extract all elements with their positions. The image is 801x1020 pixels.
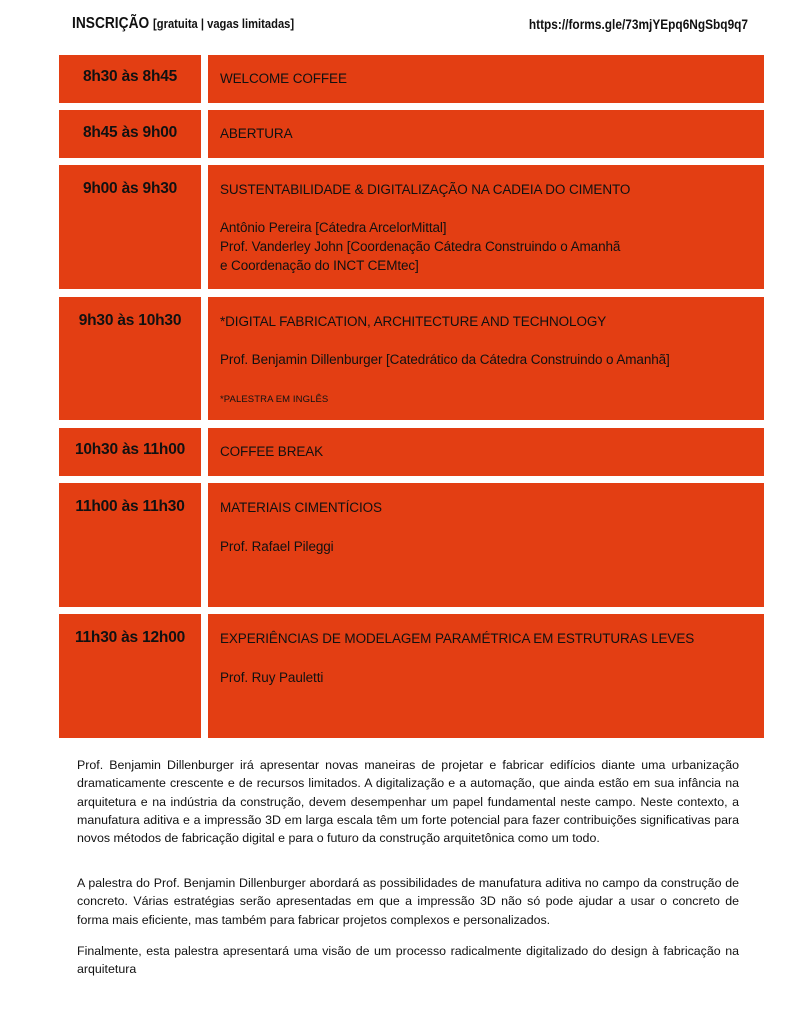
content-cell [208, 297, 764, 420]
time-cell [59, 483, 201, 607]
description-paragraph: Finalmente, esta palestra apresentará uma visão de um processo radicalmente digitalizado do design à fabricação na arquitetura [77, 944, 739, 977]
time-label: 8h30 às 8h45 [82, 68, 178, 85]
time-label: 9h30 às 10h30 [78, 312, 182, 329]
session-title: ABERTURA [220, 126, 293, 141]
time-cell [59, 55, 201, 103]
content-cell [208, 165, 764, 289]
session-title: EXPERIÊNCIAS DE MODELAGEM PARAMÉTRICA EM ESTRUTURAS LEVES [220, 631, 695, 646]
description-paragraph: Prof. Benjamin Dillenburger irá apresentar novas maneiras de projetar e fabricar edifícios diante uma urbanização dramaticamente crescente e de recursos limitados. A digitalização e a automação, que ainda estão em sua infância na arquitetura e na indústria da construção, devem desempenhar um papel fundamental neste campo. Neste contexto, a manufatura aditiva e a impressão 3D em larga escala têm um forte potencial para fazer contribuições significativas para novos métodos de fabricação digital e para o futuro da construção arquitetônica como um todo. [77, 758, 739, 846]
speaker-line: Prof. Rafael Pileggi [220, 539, 334, 554]
session-title: *DIGITAL FABRICATION, ARCHITECTURE AND TECHNOLOGY [220, 314, 607, 329]
description-paragraph: A palestra do Prof. Benjamin Dillenburger abordará as possibilidades de manufatura aditiva no campo da construção de concreto. Várias estratégias serão apresentadas em que a impressão 3D não só pode ajudar a usar o concreto de forma mais eficiente, mas também para fabricar projetos complexos e personalizados. [77, 876, 739, 927]
time-cell [59, 297, 201, 420]
session-note: *PALESTRA EM INGLÊS [220, 394, 329, 405]
schedule-row [59, 110, 764, 158]
schedule-row [59, 428, 764, 476]
content-cell [208, 55, 764, 103]
registration-link[interactable]: https://forms.gle/73mjYEpq6NgSbq9q7 [528, 17, 748, 32]
content-cell [208, 614, 764, 738]
speaker-line: e Coordenação do INCT CEMtec] [220, 258, 419, 273]
time-label: 10h30 às 11h00 [74, 441, 186, 458]
time-label: 9h00 às 9h30 [82, 180, 178, 197]
registration-header [72, 15, 748, 39]
schedule-row [59, 614, 764, 738]
content-cell [208, 483, 764, 607]
speaker-line: Prof. Ruy Pauletti [220, 670, 324, 685]
speaker-line: Prof. Benjamin Dillenburger [Catedrático da Cátedra Construindo o Amanhã] [220, 352, 670, 367]
schedule-row [59, 55, 764, 103]
schedule-row [59, 165, 764, 289]
session-title: MATERIAIS CIMENTÍCIOS [220, 500, 382, 515]
session-title: SUSTENTABILIDADE & DIGITALIZAÇÃO NA CADEIA DO CIMENTO [220, 182, 631, 197]
time-cell [59, 428, 201, 476]
session-title: COFFEE BREAK [220, 444, 324, 459]
time-cell [59, 165, 201, 289]
time-label: 11h30 às 12h00 [74, 629, 186, 646]
registration-label: INSCRIÇÃO [72, 15, 150, 32]
schedule-row [59, 483, 764, 607]
content-cell [208, 110, 764, 158]
time-cell [59, 110, 201, 158]
schedule-row [59, 297, 764, 420]
session-title: WELCOME COFFEE [220, 71, 347, 86]
time-cell [59, 614, 201, 738]
registration-title [72, 15, 294, 33]
time-label: 11h00 às 11h30 [75, 498, 185, 515]
speaker-line: Antônio Pereira [Cátedra ArcelorMittal] [220, 220, 447, 235]
content-cell [208, 428, 764, 476]
speaker-line: Prof. Vanderley John [Coordenação Cátedra Construindo o Amanhã [220, 239, 621, 254]
registration-subtitle: [gratuita | vagas limitadas] [153, 16, 295, 31]
time-label: 8h45 às 9h00 [82, 124, 178, 141]
